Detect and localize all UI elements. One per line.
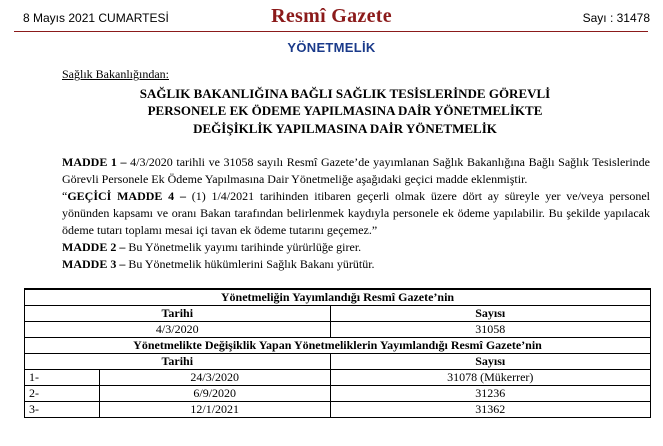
regulation-title-line-1: SAĞLIK BAKANLIĞINA BAĞLI SAĞLIK TESİSLERİNDE GÖREVLİ [139, 86, 551, 101]
article-3 [62, 256, 650, 273]
column-header-date: Tarihi [25, 306, 331, 322]
article-1-text: 4/3/2020 tarihli ve 31058 sayılı Resmî Gazete’de yayımlanan Sağlık Bakanlığına Bağlı Sağlık Tesislerinde Görevli Personele Ek Ödeme Yapılmasına Dair Yönetmeliğe aşağıdaki geçici madde eklenmiştir. [62, 155, 651, 186]
regulation-title-line-2: PERSONELE EK ÖDEME YAPILMASINA DAİR YÖNETMELİKTE [147, 103, 543, 118]
row-index-cell: 2- [25, 386, 100, 402]
column-header-number: Sayısı [330, 354, 650, 370]
row-date-cell: 6/9/2020 [99, 386, 330, 402]
row-date-cell: 12/1/2021 [99, 402, 330, 418]
gazette-history-table [24, 288, 651, 418]
temporary-article-4 [62, 188, 650, 239]
issue-date: 8 Mayıs 2021 CUMARTESİ [23, 11, 169, 25]
column-header-number: Sayısı [330, 306, 650, 322]
table-header-row [25, 289, 651, 306]
article-1 [62, 154, 650, 188]
table-heading-amendments: Yönetmelikte Değişiklik Yapan Yönetmeliklerin Yayımlandığı Resmî Gazete’nin [25, 338, 651, 354]
table-row [25, 402, 651, 418]
ministry-name: Sağlık Bakanlığından: [62, 67, 169, 81]
temporary-article-4-label: GEÇİCİ MADDE 4 – [67, 189, 186, 203]
original-number-cell: 31058 [330, 322, 650, 338]
header-divider [14, 31, 648, 32]
column-header-date: Tarihi [25, 354, 331, 370]
gazette-header [0, 0, 663, 30]
table-row [25, 386, 651, 402]
article-2 [62, 239, 650, 256]
row-number-cell: 31078 (Mükerrer) [330, 370, 650, 386]
section-heading: YÖNETMELİK [287, 40, 376, 55]
table-header-row [25, 338, 651, 354]
row-number-cell: 31362 [330, 402, 650, 418]
row-index-cell: 1- [25, 370, 100, 386]
issue-number: Sayı : 31478 [582, 11, 650, 25]
article-2-label: MADDE 2 – [62, 240, 126, 254]
article-2-text: Bu Yönetmelik yayımı tarihinde yürürlüğe girer. [125, 240, 362, 254]
row-date-cell: 24/3/2020 [99, 370, 330, 386]
table-row [25, 370, 651, 386]
original-date-cell: 4/3/2020 [25, 322, 331, 338]
temporary-article-4-text: (1) 1/4/2021 tarihinden itibaren geçerli olmak üzere dört ay süreyle yer ve/veya personel yönünden kapsamı ve oranı Bakan tarafından belirlenmek kaydıyla personele ek ödeme yapılabilir. Bu şekilde yapılacak ödeme tutarı toplamı mesai içi tavan ek ödeme tutarını geçemez.” [62, 189, 650, 237]
table-column-header-row [25, 354, 651, 370]
regulation-title-line-3: DEĞİŞİKLİK YAPILMASINA DAİR YÖNETMELİK [193, 121, 497, 136]
article-3-text: Bu Yönetmelik hükümlerini Sağlık Bakanı yürütür. [125, 257, 375, 271]
quote-open: “ [62, 189, 68, 203]
article-1-label: MADDE 1 – [62, 155, 127, 169]
gazette-title: Resmî Gazete [271, 5, 392, 27]
article-3-label: MADDE 3 – [62, 257, 126, 271]
row-number-cell: 31236 [330, 386, 650, 402]
row-index-cell: 3- [25, 402, 100, 418]
table-row [25, 322, 651, 338]
table-column-header-row [25, 306, 651, 322]
table-heading-original: Yönetmeliğin Yayımlandığı Resmî Gazete’nin [25, 289, 651, 306]
